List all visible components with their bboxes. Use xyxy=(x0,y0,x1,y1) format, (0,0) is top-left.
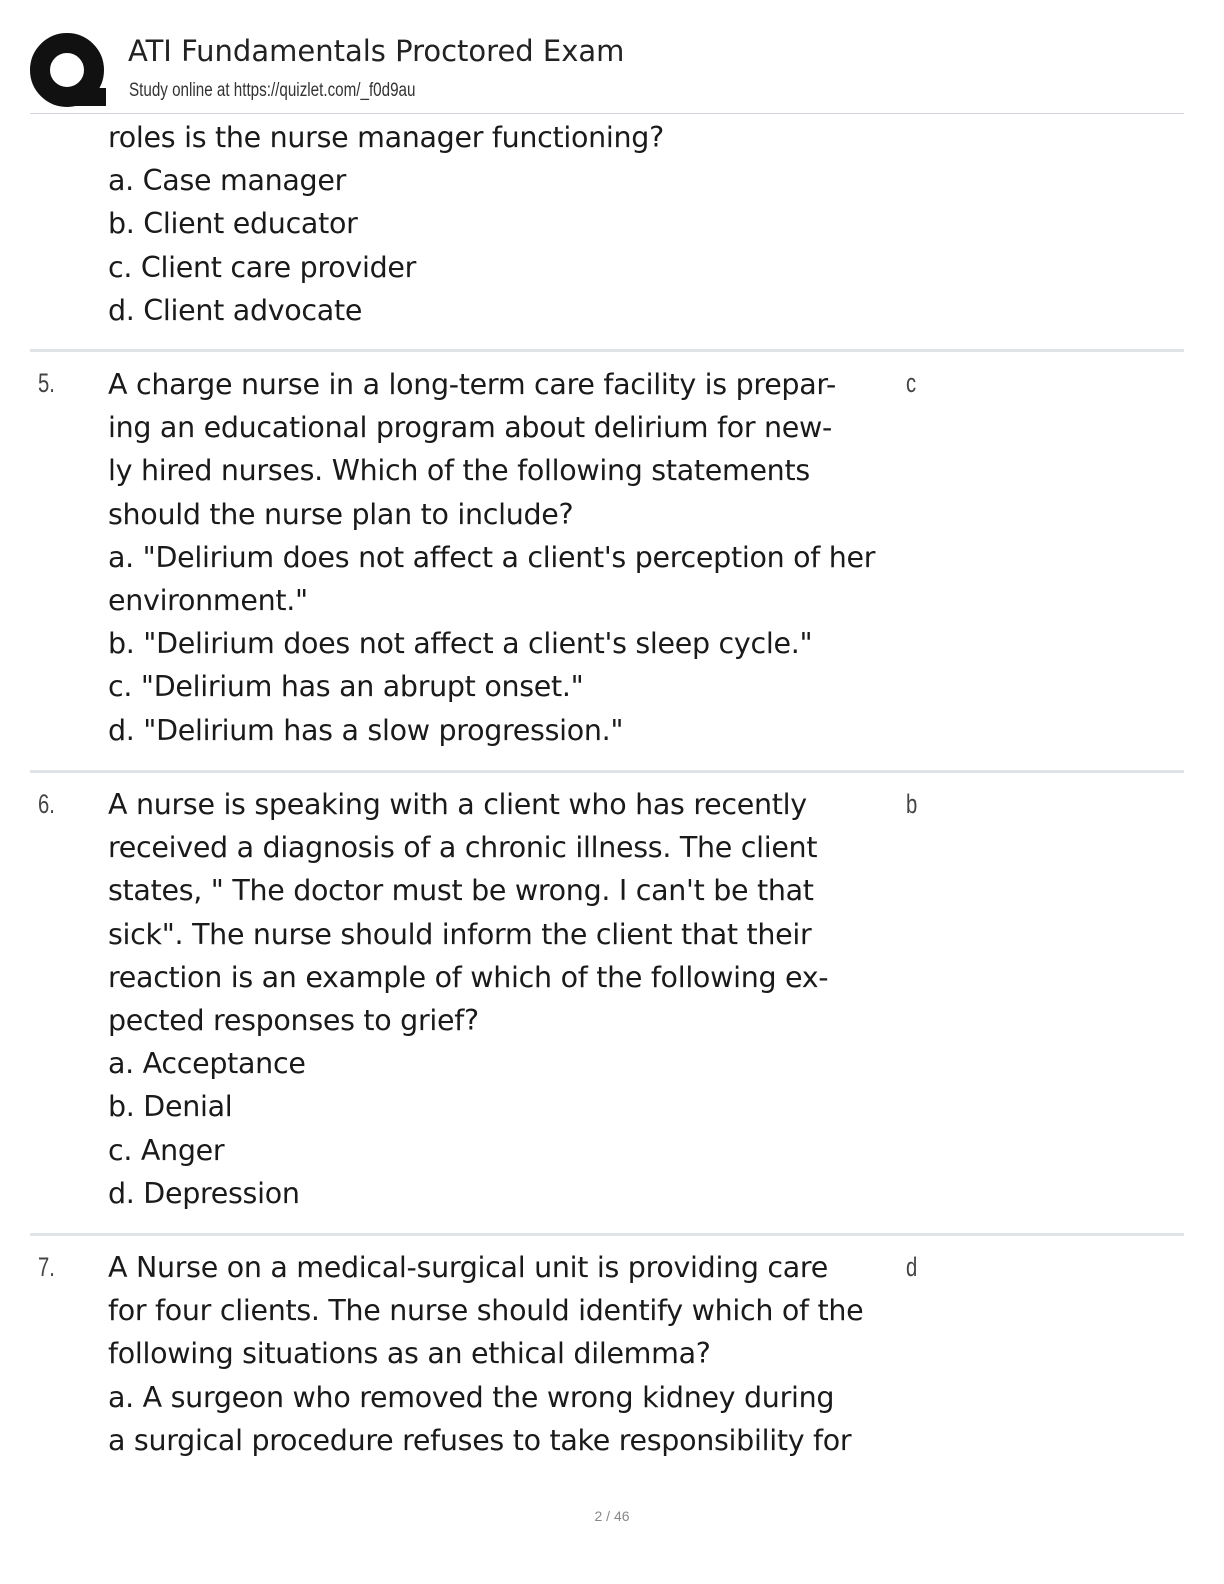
question-line: states, " The doctor must be wrong. I can't be that xyxy=(108,874,814,908)
question-5 xyxy=(108,363,908,752)
row-divider xyxy=(30,349,1184,352)
question-line: for four clients. The nurse should identify which of the xyxy=(108,1294,864,1328)
question-line: ing an educational program about delirium for new- xyxy=(108,411,832,445)
option-line: b. "Delirium does not affect a client's sleep cycle." xyxy=(108,627,813,661)
option-line: a. Case manager xyxy=(108,164,346,198)
document-title: ATI Fundamentals Proctored Exam xyxy=(128,34,625,68)
option-line: c. Client care provider xyxy=(108,250,417,284)
question-line: should the nurse plan to include? xyxy=(108,497,574,531)
quizlet-logo-icon xyxy=(30,32,108,110)
option-line: d. "Delirium has a slow progression." xyxy=(108,713,624,747)
page-header xyxy=(30,28,1184,114)
option-line: b. Client educator xyxy=(108,207,358,241)
question-line: received a diagnosis of a chronic illness. The client xyxy=(108,831,818,865)
option-line: d. Client advocate xyxy=(108,293,363,327)
question-number: 7. xyxy=(38,1252,55,1282)
option-line: d. Depression xyxy=(108,1176,300,1210)
option-line: a. A surgeon who removed the wrong kidney during xyxy=(108,1380,835,1414)
option-line: a. "Delirium does not affect a client's perception of her xyxy=(108,540,876,574)
answer-key: b xyxy=(906,789,918,819)
question-line: pected responses to grief? xyxy=(108,1004,479,1038)
row-divider xyxy=(30,1233,1184,1236)
question-line: reaction is an example of which of the following ex- xyxy=(108,960,829,994)
question-line: following situations as an ethical dilemma? xyxy=(108,1337,711,1371)
option-line: b. Denial xyxy=(108,1090,233,1124)
question-number: 6. xyxy=(38,789,55,819)
question-number: 5. xyxy=(38,368,55,398)
row-divider xyxy=(30,770,1184,773)
question-6 xyxy=(108,783,908,1215)
option-line: c. Anger xyxy=(108,1133,225,1167)
question-line: roles is the nurse manager functioning? xyxy=(108,121,664,154)
answer-key: c xyxy=(906,368,917,398)
header-divider xyxy=(30,113,1184,114)
page-number: 2 / 46 xyxy=(594,1508,630,1524)
option-line: a surgical procedure refuses to take responsibility for xyxy=(108,1423,852,1457)
question-line: A charge nurse in a long-term care facility is prepar- xyxy=(108,368,836,401)
question-7 xyxy=(108,1246,908,1462)
question-line: A nurse is speaking with a client who has recently xyxy=(108,788,807,821)
answer-key: d xyxy=(906,1252,918,1282)
option-line: c. "Delirium has an abrupt onset." xyxy=(108,670,584,704)
question-line: A Nurse on a medical-surgical unit is providing care xyxy=(108,1251,828,1284)
option-line: environment." xyxy=(108,584,308,618)
question-continued xyxy=(108,116,908,332)
question-line: ly hired nurses. Which of the following statements xyxy=(108,454,810,488)
option-line: a. Acceptance xyxy=(108,1047,306,1081)
question-line: sick". The nurse should inform the client that their xyxy=(108,917,812,951)
study-link-text: Study online at https://quizlet.com/_f0d9au xyxy=(129,80,416,101)
